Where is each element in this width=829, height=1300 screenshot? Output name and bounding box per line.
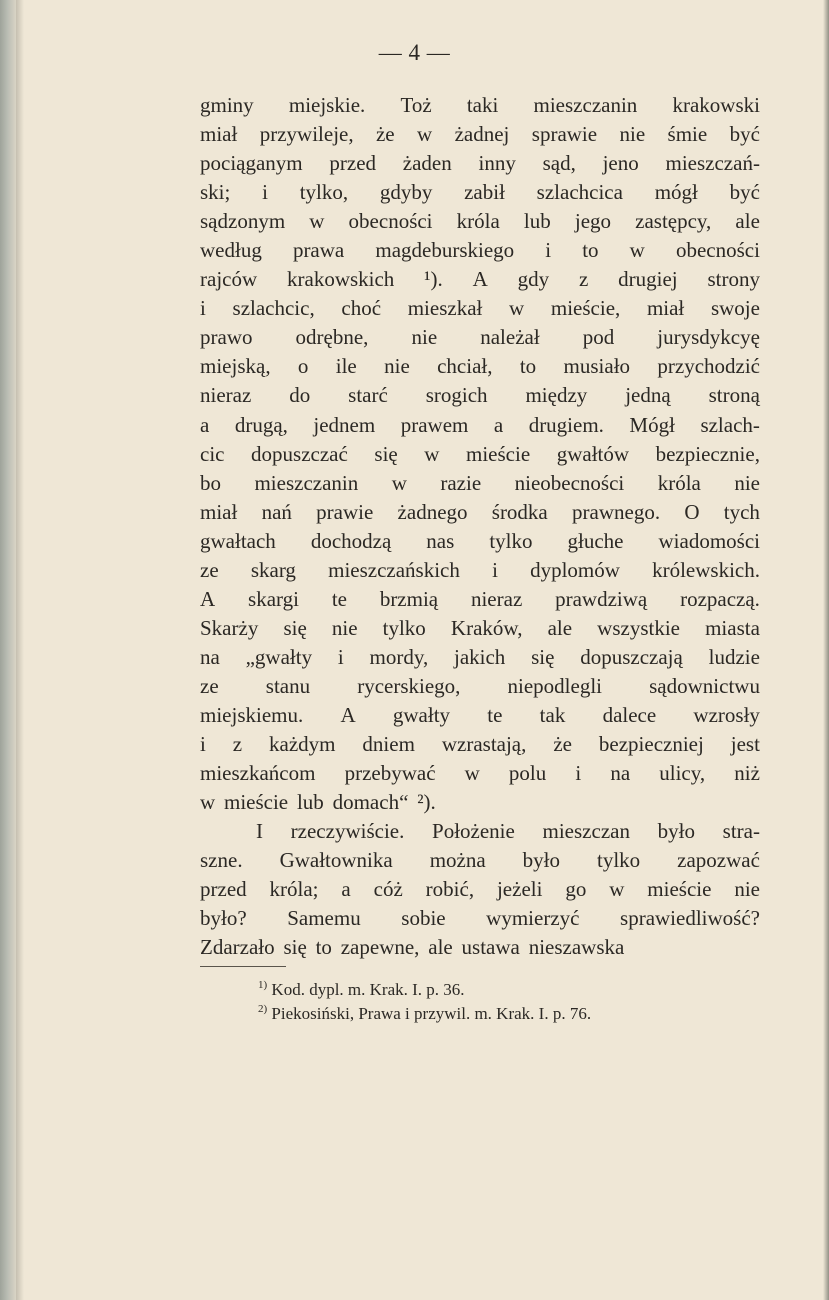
footnote xyxy=(258,1002,591,1026)
text-line: przed króla; a cóż robić, jeżeli go w mieście nie xyxy=(200,877,760,902)
text-line: miejską, o ile nie chciał, to musiało przychodzić xyxy=(200,354,760,379)
text-line: bo mieszczanin w razie nieobecności króla nie xyxy=(200,470,760,495)
text-line: cic dopuszczać się w mieście gwałtów bezpiecznie, xyxy=(200,441,760,466)
text-line: Skarży się nie tylko Kraków, ale wszystkie miasta xyxy=(200,615,760,640)
text-line: mieszkańcom przebywać w polu i na ulicy, niż xyxy=(200,761,760,786)
text-line: pociąganym przed żaden inny sąd, jeno mieszczań- xyxy=(200,151,760,176)
footnote-text: Piekosiński, Prawa i przywil. m. Krak. I. p. 76. xyxy=(267,1004,592,1023)
footnote-mark: 2) xyxy=(258,1003,268,1015)
text-line: gminy miejskie. Toż taki mieszczanin krakowski xyxy=(200,93,760,117)
text-line: Zdarzało się to zapewne, ale ustawa nieszawska xyxy=(200,935,625,960)
text-line: ze stanu rycerskiego, niepodlegli sądownictwu xyxy=(200,673,760,698)
text-line: prawo odrębne, nie należał pod jurysdykcyę xyxy=(200,325,760,350)
text-line: i szlachcic, choć mieszkał w mieście, miał swoje xyxy=(200,296,760,321)
binding-strip xyxy=(0,0,16,1300)
text-line: miał nań prawie żadnego środka prawnego. O tych xyxy=(200,499,760,524)
text-line: ski; i tylko, gdyby zabił szlachcica mógł być xyxy=(200,180,760,205)
text-line: rajców krakowskich ¹). A gdy z drugiej strony xyxy=(200,267,760,292)
page-number: — 4 — xyxy=(378,40,451,65)
text-line: w mieście lub domach“ ²). xyxy=(200,790,436,815)
text-line: A skargi te brzmią nieraz prawdziwą rozpaczą. xyxy=(200,586,760,611)
text-line: nieraz do starć srogich między jedną stroną xyxy=(200,383,760,408)
body-text xyxy=(200,91,760,962)
text-line: I rzeczywiście. Położenie mieszczan było stra- xyxy=(256,819,760,844)
footnote xyxy=(258,978,591,1002)
text-line: miejskiemu. A gwałty te tak dalece wzrosły xyxy=(200,702,760,727)
text-line: było? Samemu sobie wymierzyć sprawiedliwość? xyxy=(200,906,760,931)
page-edge-shadow xyxy=(823,0,829,1300)
text-line: na „gwałty i mordy, jakich się dopuszczają ludzie xyxy=(200,644,760,669)
text-line: gwałtach dochodzą nas tylko głuche wiadomości xyxy=(200,528,760,553)
footnotes xyxy=(258,978,591,1026)
text-line: i z każdym dniem wzrastają, że bezpieczniej jest xyxy=(200,732,760,757)
binding-shadow xyxy=(16,0,24,1300)
footnote-mark: 1) xyxy=(258,979,268,991)
text-line: według prawa magdeburskiego i to w obecności xyxy=(200,238,760,263)
text-line: miał przywileje, że w żadnej sprawie nie śmie być xyxy=(200,122,760,147)
text-line: ze skarg mieszczańskich i dyplomów królewskich. xyxy=(200,557,760,582)
footnote-rule xyxy=(200,966,286,967)
text-line: a drugą, jednem prawem a drugiem. Mógł szlach- xyxy=(200,412,760,437)
text-line: szne. Gwałtownika można było tylko zapozwać xyxy=(200,848,760,873)
text-line: sądzonym w obecności króla lub jego zastępcy, ale xyxy=(200,209,760,234)
footnote-text: Kod. dypl. m. Krak. I. p. 36. xyxy=(267,980,465,999)
